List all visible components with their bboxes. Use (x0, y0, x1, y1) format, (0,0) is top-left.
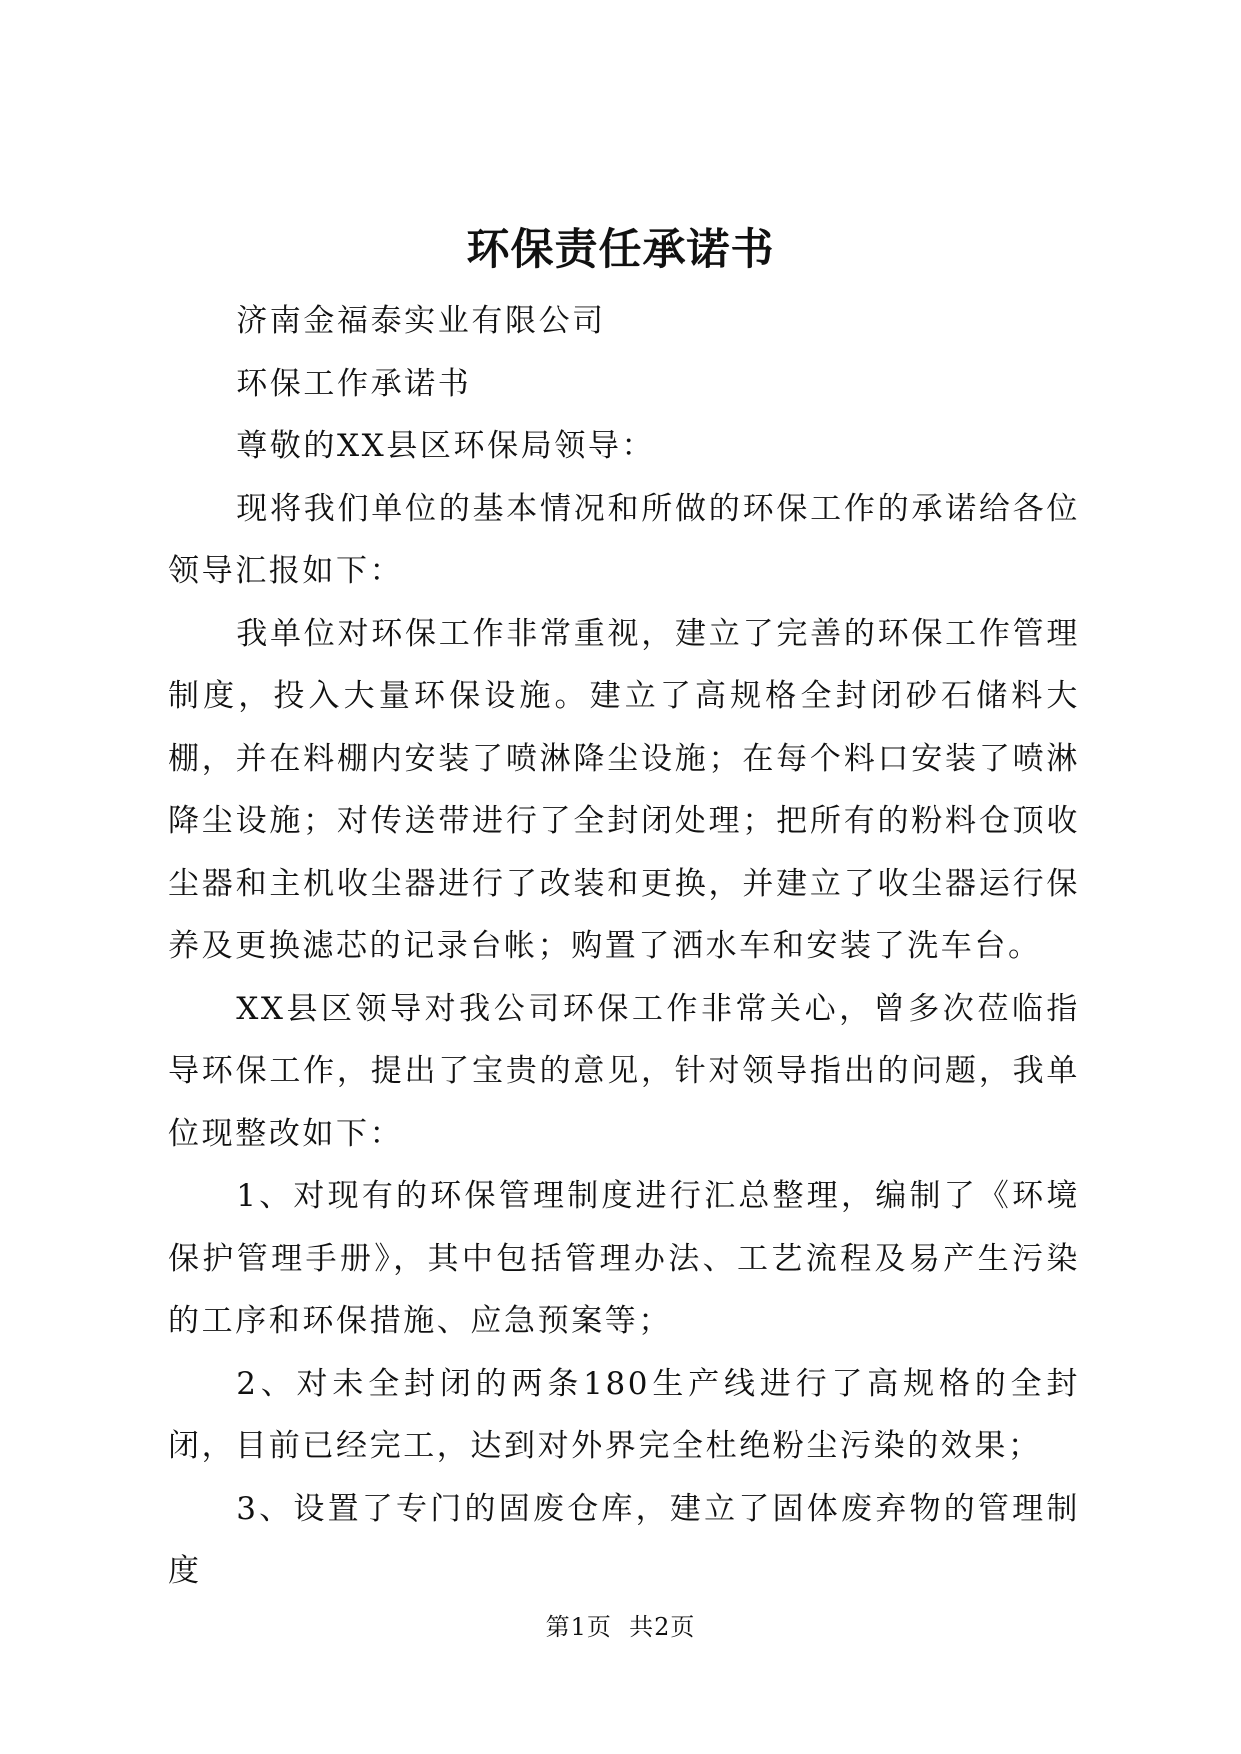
page-number-label: 第1页 共2页 (545, 1613, 696, 1641)
paragraph: 现将我们单位的基本情况和所做的环保工作的承诺给各位领导汇报如下： (168, 490, 1080, 589)
salutation-line: 尊敬的XX县区环保局领导： (236, 428, 656, 464)
company-name-line: 济南金福泰实业有限公司 (236, 303, 606, 339)
list-item: 1、对现有的环保管理制度进行汇总整理，编制了《环境保护管理手册》，其中包括管理办法、工艺流程及易产生污染的工序和环保措施、应急预案等； (168, 1178, 1080, 1339)
paragraph: 我单位对环保工作非常重视，建立了完善的环保工作管理制度，投入大量环保设施。建立了高规格全封闭砂石储料大棚，并在料棚内安装了喷淋降尘设施；在每个料口安装了喷淋降尘设施；对传送带进行了全封闭处理；把所有的粉料仓顶收尘器和主机收尘器进行了改装和更换，并建立了收尘器运行保养及更换滤芯的记录台帐；购置了洒水车和安装了洗车台。 (168, 615, 1080, 964)
page-footer (0, 1612, 1241, 1642)
subtitle-line: 环保工作承诺书 (236, 365, 472, 402)
paragraph: XX县区领导对我公司环保工作非常关心，曾多次莅临指导环保工作，提出了宝贵的意见，针对领导指出的问题，我单位现整改如下： (168, 990, 1080, 1152)
list-item: 2、对未全封闭的两条180生产线进行了高规格的全封闭，目前已经完工，达到对外界完全杜绝粉尘污染的效果； (168, 1365, 1080, 1464)
document-body (168, 290, 1080, 1603)
list-item: 3、设置了专门的固废仓库，建立了固体废弃物的管理制度 (168, 1490, 1080, 1589)
document-title: 环保责任承诺书 (466, 225, 775, 275)
